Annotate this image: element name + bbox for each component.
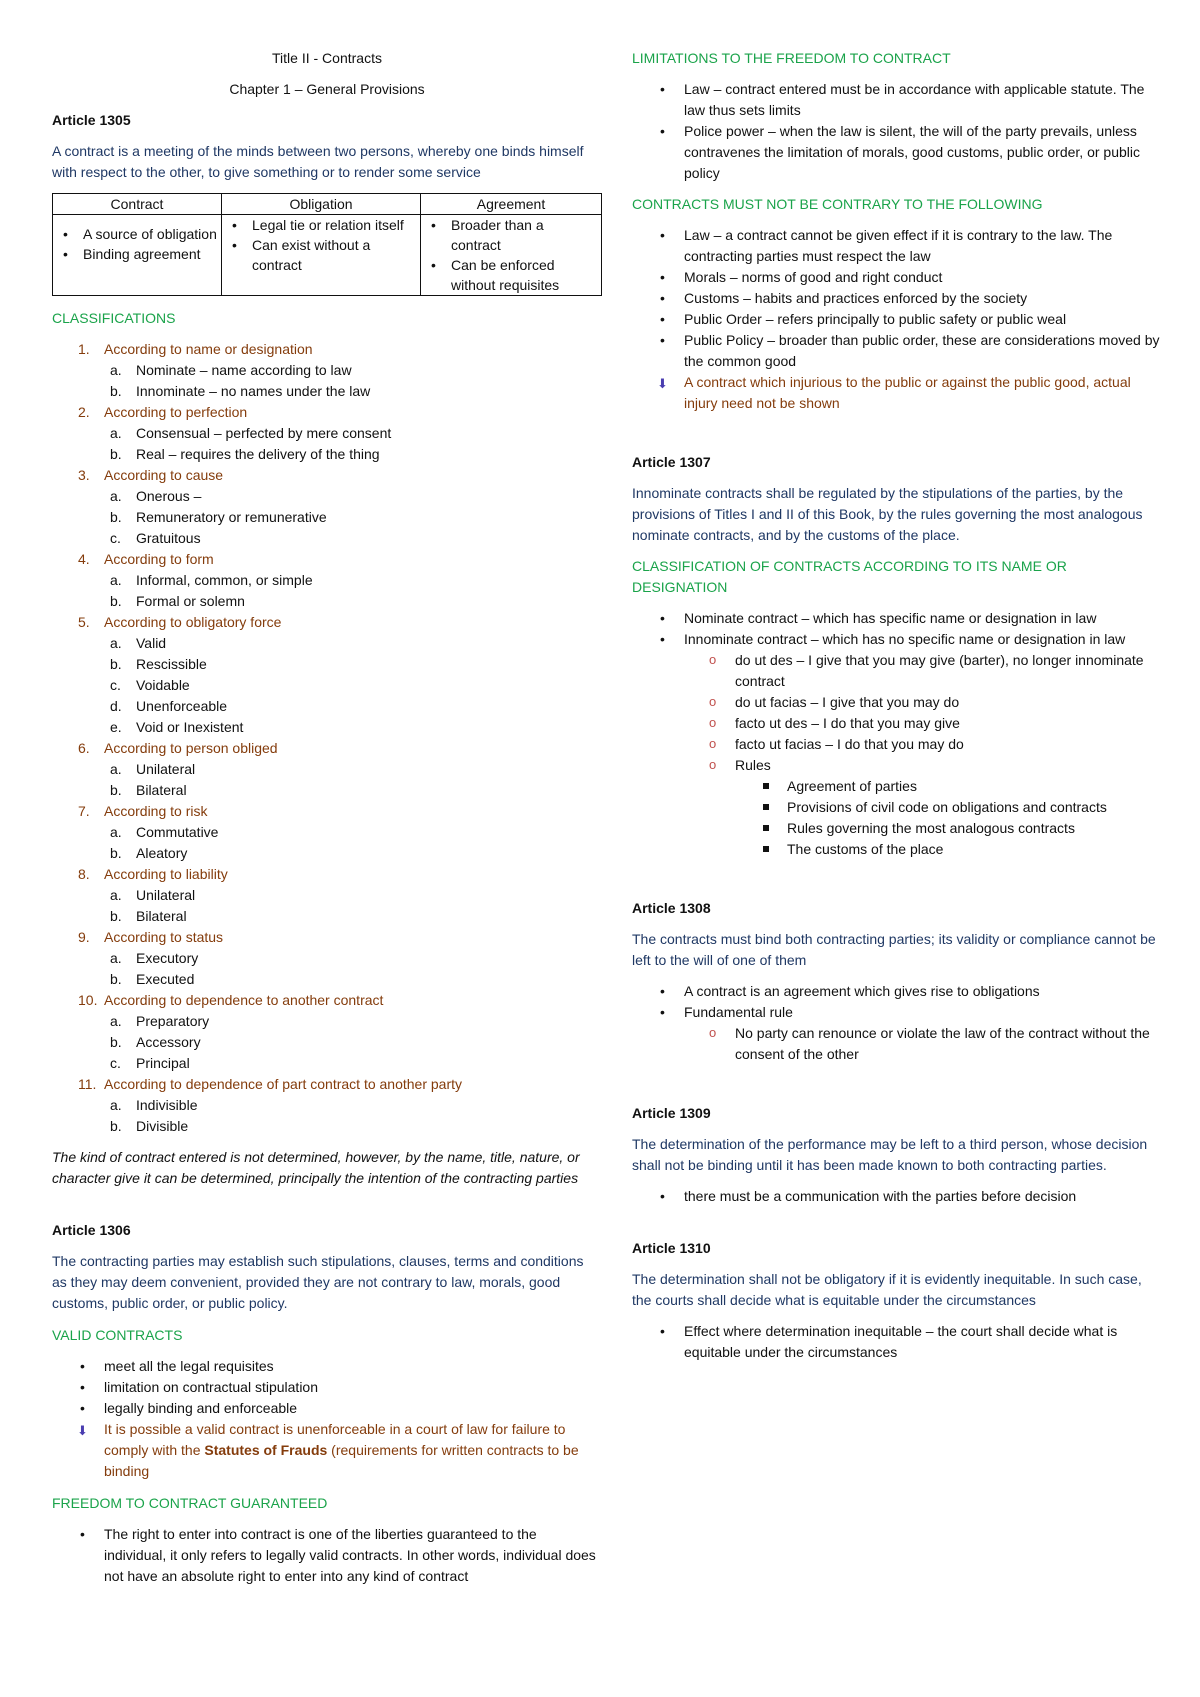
valid-contracts-list — [52, 1356, 602, 1419]
classification-subitems — [52, 1095, 602, 1137]
classification-subitems — [52, 360, 602, 402]
table-bullet: • A source of obligation — [53, 224, 217, 244]
classification-subitem: a. Executory — [110, 950, 199, 966]
article-1308-list — [632, 981, 1162, 1023]
rules-list — [632, 776, 1162, 860]
list-item: • legally binding and enforceable — [52, 1398, 602, 1419]
table-cell-contract — [53, 215, 222, 296]
list-item: • A contract is an agreement which gives rise to obligations — [632, 981, 1162, 1002]
limitations-heading: LIMITATIONS TO THE FREEDOM TO CONTRACT — [632, 50, 951, 66]
list-item: • The right to enter into contract is one of the liberties guaranteed to the individual, it only refers to legally valid contracts. In other words, individual does not have an absolute right to enter into any kind of contract — [52, 1524, 602, 1587]
article-1309-heading: Article 1309 — [632, 1105, 711, 1121]
classification-subitem: c. Gratuitous — [110, 530, 201, 546]
classification-subitem: a. Valid — [110, 635, 167, 651]
freedom-heading: FREEDOM TO CONTRACT GUARANTEED — [52, 1495, 328, 1511]
classification-subitems — [52, 948, 602, 990]
right-column — [632, 48, 1162, 1363]
article-1306-heading: Article 1306 — [52, 1222, 131, 1238]
left-column — [52, 48, 602, 1587]
classification-subitems — [52, 570, 602, 612]
table-cell-agreement — [421, 215, 602, 296]
classification-item: 4. According to form — [78, 551, 214, 567]
classification-subitem: b. Formal or solemn — [110, 593, 245, 609]
freedom-list — [52, 1524, 602, 1587]
table-bullet: • Broader than a contract — [421, 215, 597, 255]
classification-subitem: b. Executed — [110, 971, 195, 987]
classification-subitem: b. Rescissible — [110, 656, 207, 672]
table-header-obligation: Obligation — [222, 194, 421, 215]
comparison-table — [52, 193, 602, 296]
list-item: • Nominate contract – which has specific name or designation in law — [632, 608, 1162, 629]
classification-item: 7. According to risk — [78, 803, 208, 819]
classification-item: 5. According to obligatory force — [78, 614, 282, 630]
list-item: • there must be a communication with the parties before decision — [632, 1186, 1162, 1207]
list-item: o do ut facias – I give that you may do — [632, 692, 1162, 713]
list-item: The customs of the place — [632, 839, 1162, 860]
list-item: Provisions of civil code on obligations and contracts — [632, 797, 1162, 818]
chapter-title: Chapter 1 – General Provisions — [229, 81, 425, 97]
article-1306-text: The contracting parties may establish such stipulations, clauses, terms and conditions as they may deem convenient, provided they are not contrary to law, morals, good customs, public order, or public policy. — [52, 1253, 584, 1311]
table-header-agreement: Agreement — [421, 194, 602, 215]
article-1307-heading: Article 1307 — [632, 454, 711, 470]
article-1310-heading: Article 1310 — [632, 1240, 711, 1256]
classification-subitems — [52, 633, 602, 738]
article-1310-text: The determination shall not be obligatory if it is evidently inequitable. In such case, the courts shall decide what is equitable under the circumstances — [632, 1271, 1142, 1308]
table-bullet: • Can be enforced without requisites — [421, 255, 597, 295]
list-item: o do ut des – I give that you may give (barter), no longer innominate contract — [632, 650, 1162, 692]
article-1305-heading: Article 1305 — [52, 112, 131, 128]
article-1310-list — [632, 1321, 1162, 1363]
table-bullet: • Binding agreement — [53, 244, 217, 264]
list-item: • meet all the legal requisites — [52, 1356, 602, 1377]
classification-subitem: a. Indivisible — [110, 1097, 198, 1113]
classification-item: 9. According to status — [78, 929, 224, 945]
classification-subitem: c. Principal — [110, 1055, 190, 1071]
classifications-heading: CLASSIFICATIONS — [52, 310, 176, 326]
classification-subitems — [52, 1011, 602, 1074]
list-item: o facto ut des – I do that you may give — [632, 713, 1162, 734]
classification-subitem: c. Voidable — [110, 677, 190, 693]
classification-item: 11. According to dependence of part contract to another party — [78, 1076, 463, 1092]
classification-subitem: b. Innominate – no names under the law — [110, 383, 371, 399]
list-item: • Morals – norms of good and right conduct — [632, 267, 1162, 288]
table-bullet: • Can exist without a contract — [222, 235, 416, 275]
classification-subitem: a. Nominate – name according to law — [110, 362, 352, 378]
classification-subitem: b. Remuneratory or remunerative — [110, 509, 327, 525]
classification-item: 10. According to dependence to another contract — [78, 992, 384, 1008]
classification-subitem: b. Real – requires the delivery of the thing — [110, 446, 380, 462]
classification-subitem: a. Informal, common, or simple — [110, 572, 313, 588]
classification-subitem: b. Accessory — [110, 1034, 201, 1050]
list-item: • Police power – when the law is silent, the will of the party prevails, unless contravenes the limitation of morals, good customs, public order, or public policy — [632, 121, 1162, 184]
article-1305-text: A contract is a meeting of the minds between two persons, whereby one binds himself with respect to the other, to give something or to render some service — [52, 143, 584, 180]
limitations-list — [632, 79, 1162, 184]
document-title: Title II - Contracts — [272, 50, 382, 66]
table-cell-obligation — [222, 215, 421, 296]
classification-subitem: a. Commutative — [110, 824, 219, 840]
article-1307-text: Innominate contracts shall be regulated by the stipulations of the parties, by the provisions of Titles I and II of this Book, by the rules governing the most analogous nominate contracts, and by the customs of the place. — [632, 485, 1143, 543]
classification-subitem: b. Bilateral — [110, 782, 187, 798]
list-item: • Fundamental rule — [632, 1002, 1162, 1023]
classification-subitem: b. Divisible — [110, 1118, 189, 1134]
list-item: o No party can renounce or violate the law of the contract without the consent of the other — [632, 1023, 1162, 1065]
classification-subitem: b. Bilateral — [110, 908, 187, 924]
list-item: • Effect where determination inequitable – the court shall decide what is equitable under the circumstances — [632, 1321, 1162, 1363]
classification-subitems — [52, 486, 602, 549]
classification-subitem: d. Unenforceable — [110, 698, 228, 714]
list-item: • Public Policy – broader than public order, these are considerations moved by the common good — [632, 330, 1162, 372]
valid-contracts-heading: VALID CONTRACTS — [52, 1327, 183, 1343]
classification-subitem: a. Onerous – — [110, 488, 202, 504]
classification-subitem: a. Unilateral — [110, 887, 196, 903]
list-item: o facto ut facias – I do that you may do — [632, 734, 1162, 755]
contract-kind-note: The kind of contract entered is not determined, however, by the name, title, nature, or character give it can be determined, principally the intention of the contracting parties — [52, 1149, 580, 1186]
list-item: • limitation on contractual stipulation — [52, 1377, 602, 1398]
classification-subitem: a. Unilateral — [110, 761, 196, 777]
public-good-note-list — [632, 372, 1162, 414]
article-1309-text: The determination of the performance may be left to a third person, whose decision shall not be binding until it has been made known to both contracting parties. — [632, 1136, 1148, 1173]
classification-subitem: b. Aleatory — [110, 845, 188, 861]
list-item: • Law – contract entered must be in accordance with applicable statute. The law thus sets limits — [632, 79, 1162, 121]
classification-item: 8. According to liability — [78, 866, 228, 882]
classification-subitems — [52, 423, 602, 465]
list-item: • Public Order – refers principally to public safety or public weal — [632, 309, 1162, 330]
list-item: Rules governing the most analogous contracts — [632, 818, 1162, 839]
fundamental-rule-list — [632, 1023, 1162, 1065]
classification-name-heading: CLASSIFICATION OF CONTRACTS ACCORDING TO ITS NAME OR DESIGNATION — [632, 558, 1067, 595]
arrow-down-icon: ⬇ — [657, 376, 668, 391]
article-1308-heading: Article 1308 — [632, 900, 711, 916]
classification-name-list — [632, 608, 1162, 650]
statutes-of-frauds: Statutes of Frauds — [204, 1442, 328, 1458]
classification-item: 1. According to name or designation — [78, 341, 313, 357]
not-contrary-heading: CONTRACTS MUST NOT BE CONTRARY TO THE FOLLOWING — [632, 196, 1043, 212]
innominate-types-list — [632, 650, 1162, 776]
list-item: ⬇ A contract which injurious to the public or against the public good, actual injury need not be shown — [657, 374, 1131, 411]
table-bullet: • Legal tie or relation itself — [222, 215, 416, 235]
arrow-down-icon: ⬇ — [77, 1423, 88, 1438]
not-contrary-list — [632, 225, 1162, 372]
classifications-list — [52, 339, 602, 1137]
list-item: • Law – a contract cannot be given effect if it is contrary to the law. The contracting parties must respect the law — [632, 225, 1162, 267]
list-item: ⬇ It is possible a valid contract is unenforceable in a court of law for failure to comply with the Statutes of Frauds (requirements for written contracts to be binding — [77, 1421, 579, 1479]
list-item: Agreement of parties — [632, 776, 1162, 797]
classification-item: 6. According to person obliged — [78, 740, 278, 756]
list-item: • Innominate contract – which has no specific name or designation in law — [632, 629, 1162, 650]
classification-subitem: e. Void or Inexistent — [110, 719, 244, 735]
table-header-contract: Contract — [53, 194, 222, 215]
article-1308-text: The contracts must bind both contracting parties; its validity or compliance cannot be left to the will of one of them — [632, 931, 1156, 968]
list-item: o Rules — [632, 755, 1162, 776]
article-1309-list — [632, 1186, 1162, 1207]
classification-subitem: a. Consensual – perfected by mere consent — [110, 425, 392, 441]
classification-subitems — [52, 885, 602, 927]
statutes-note-list — [52, 1419, 602, 1482]
classification-subitems — [52, 759, 602, 801]
classification-item: 2. According to perfection — [78, 404, 248, 420]
classification-subitem: a. Preparatory — [110, 1013, 210, 1029]
classification-item: 3. According to cause — [78, 467, 224, 483]
classification-subitems — [52, 822, 602, 864]
list-item: • Customs – habits and practices enforced by the society — [632, 288, 1162, 309]
